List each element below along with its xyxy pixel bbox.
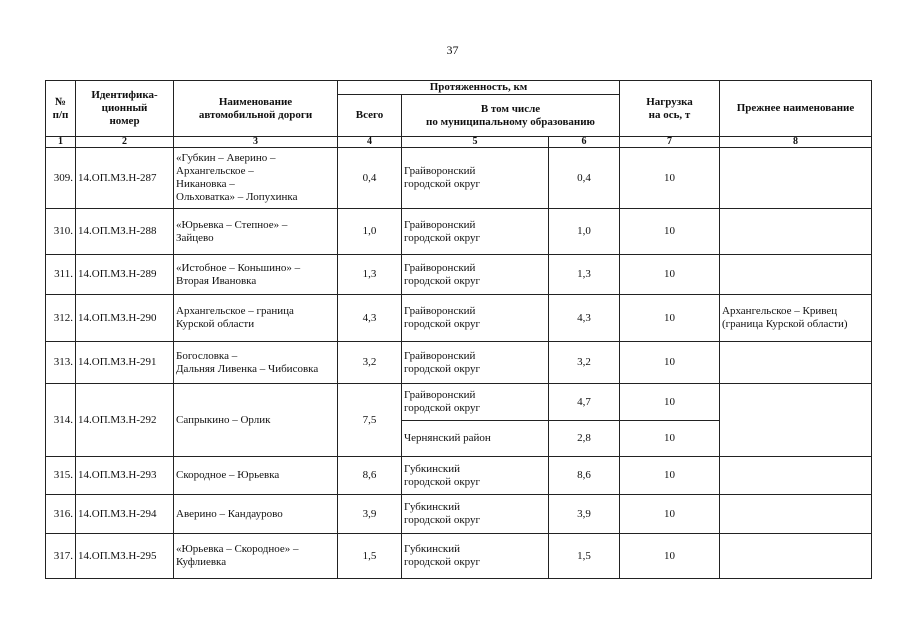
road-identifier: 14.ОП.МЗ.Н-293	[76, 457, 174, 495]
road-identifier: 14.ОП.МЗ.Н-294	[76, 495, 174, 534]
length-total: 4,3	[338, 295, 402, 342]
former-name	[720, 457, 872, 495]
column-number: 2	[76, 137, 174, 148]
road-name: «Губкин – Аверино – Архангельское – Никановка – Ольховатка» – Лопухинка	[174, 148, 338, 209]
axle-load: 10	[620, 255, 720, 295]
header-former-name: Прежнее наименование	[720, 81, 872, 137]
former-name	[720, 255, 872, 295]
table-row	[46, 457, 872, 495]
row-number: 316.	[46, 495, 76, 534]
roads-table	[45, 80, 872, 579]
road-identifier: 14.ОП.МЗ.Н-295	[76, 534, 174, 579]
table-body	[46, 81, 872, 579]
municipality: Губкинский городской округ	[402, 534, 549, 579]
road-name: Архангельское – граница Курской области	[174, 295, 338, 342]
road-name: Скородное – Юрьевка	[174, 457, 338, 495]
length-municipality: 8,6	[549, 457, 620, 495]
header-num: № п/п	[46, 81, 76, 137]
municipality: Чернянский район	[402, 421, 549, 457]
municipality: Грайворонский городской округ	[402, 384, 549, 421]
row-number: 317.	[46, 534, 76, 579]
header-total: Всего	[338, 95, 402, 137]
length-municipality: 3,2	[549, 342, 620, 384]
header-including: В том числе по муниципальному образованию	[402, 95, 620, 137]
length-total: 7,5	[338, 384, 402, 457]
road-identifier: 14.ОП.МЗ.Н-289	[76, 255, 174, 295]
axle-load: 10	[620, 384, 720, 421]
road-name: «Юрьевка – Скородное» – Куфлиевка	[174, 534, 338, 579]
length-municipality: 4,7	[549, 384, 620, 421]
former-name	[720, 148, 872, 209]
table-row	[46, 495, 872, 534]
column-number: 3	[174, 137, 338, 148]
row-number: 313.	[46, 342, 76, 384]
road-identifier: 14.ОП.МЗ.Н-288	[76, 209, 174, 255]
table-row	[46, 209, 872, 255]
former-name	[720, 209, 872, 255]
header-length-group: Протяженность, км	[338, 81, 620, 95]
length-municipality: 4,3	[549, 295, 620, 342]
row-number: 311.	[46, 255, 76, 295]
row-number: 314.	[46, 384, 76, 457]
length-municipality: 2,8	[549, 421, 620, 457]
length-total: 1,0	[338, 209, 402, 255]
former-name	[720, 384, 872, 457]
road-name: «Юрьевка – Степное» – Зайцево	[174, 209, 338, 255]
column-number: 5	[402, 137, 549, 148]
length-total: 1,3	[338, 255, 402, 295]
axle-load: 10	[620, 295, 720, 342]
column-number: 6	[549, 137, 620, 148]
former-name	[720, 534, 872, 579]
length-municipality: 1,5	[549, 534, 620, 579]
road-identifier: 14.ОП.МЗ.Н-290	[76, 295, 174, 342]
length-municipality: 1,3	[549, 255, 620, 295]
table-row	[46, 295, 872, 342]
table-row	[46, 384, 872, 421]
former-name	[720, 495, 872, 534]
column-number: 7	[620, 137, 720, 148]
row-number: 315.	[46, 457, 76, 495]
axle-load: 10	[620, 209, 720, 255]
road-identifier: 14.ОП.МЗ.Н-292	[76, 384, 174, 457]
page-number: 37	[446, 43, 459, 57]
former-name: Архангельское – Кривец (граница Курской области)	[720, 295, 872, 342]
former-name	[720, 342, 872, 384]
header-row-top	[46, 81, 872, 95]
municipality: Грайворонский городской округ	[402, 209, 549, 255]
header-id: Идентифика- ционный номер	[76, 81, 174, 137]
length-municipality: 1,0	[549, 209, 620, 255]
length-municipality: 0,4	[549, 148, 620, 209]
axle-load: 10	[620, 457, 720, 495]
municipality: Губкинский городской округ	[402, 457, 549, 495]
header-name: Наименование автомобильной дороги	[174, 81, 338, 137]
table-row	[46, 255, 872, 295]
table-row	[46, 148, 872, 209]
municipality: Грайворонский городской округ	[402, 342, 549, 384]
row-number: 310.	[46, 209, 76, 255]
municipality: Грайворонский городской округ	[402, 295, 549, 342]
municipality: Губкинский городской округ	[402, 495, 549, 534]
length-total: 8,6	[338, 457, 402, 495]
axle-load: 10	[620, 421, 720, 457]
axle-load: 10	[620, 534, 720, 579]
municipality: Грайворонский городской округ	[402, 148, 549, 209]
road-name: Аверино – Кандаурово	[174, 495, 338, 534]
table-row	[46, 342, 872, 384]
row-number: 312.	[46, 295, 76, 342]
length-total: 3,9	[338, 495, 402, 534]
length-total: 1,5	[338, 534, 402, 579]
length-total: 3,2	[338, 342, 402, 384]
column-number: 4	[338, 137, 402, 148]
column-number: 8	[720, 137, 872, 148]
municipality: Грайворонский городской округ	[402, 255, 549, 295]
axle-load: 10	[620, 495, 720, 534]
road-name: Сапрыкино – Орлик	[174, 384, 338, 457]
road-name: «Истобное – Коньшино» – Вторая Ивановка	[174, 255, 338, 295]
column-number: 1	[46, 137, 76, 148]
row-number: 309.	[46, 148, 76, 209]
header-load: Нагрузка на ось, т	[620, 81, 720, 137]
length-total: 0,4	[338, 148, 402, 209]
road-identifier: 14.ОП.МЗ.Н-291	[76, 342, 174, 384]
axle-load: 10	[620, 342, 720, 384]
table-row	[46, 534, 872, 579]
road-name: Богословка – Дальняя Ливенка – Чибисовка	[174, 342, 338, 384]
road-identifier: 14.ОП.МЗ.Н-287	[76, 148, 174, 209]
column-number-row	[46, 137, 872, 148]
length-municipality: 3,9	[549, 495, 620, 534]
axle-load: 10	[620, 148, 720, 209]
